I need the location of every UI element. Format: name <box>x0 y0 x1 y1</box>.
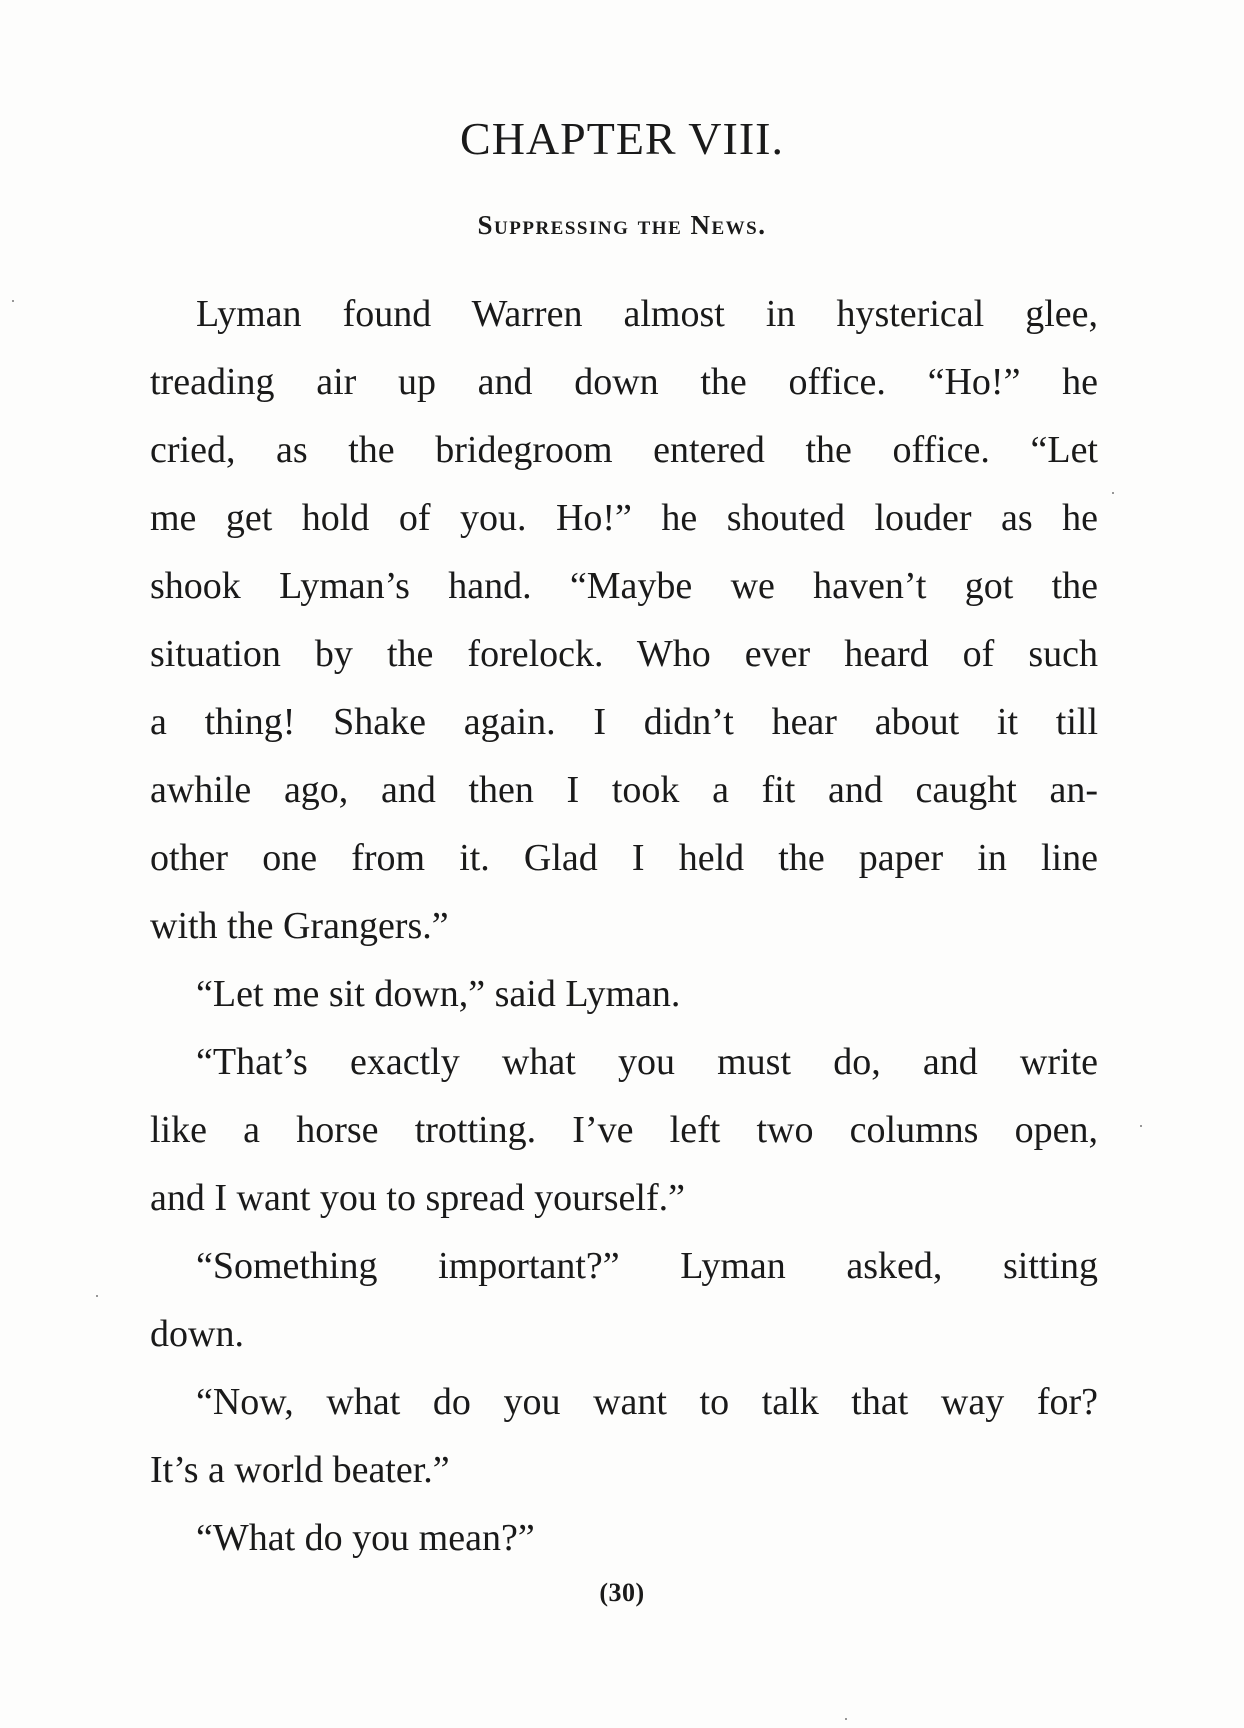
text-line: other one from it. Glad I held the paper in line <box>150 837 1098 879</box>
scan-speck <box>1112 492 1114 494</box>
text-line: “That’s exactly what you must do, and write <box>196 1041 1098 1083</box>
text-line: and I want you to spread yourself.” <box>150 1177 686 1219</box>
text-line: shook Lyman’s hand. “Maybe we haven’t got the <box>150 565 1098 607</box>
text-line: situation by the forelock. Who ever heard of such <box>150 633 1098 675</box>
text-line: a thing! Shake again. I didn’t hear about it till <box>150 701 1098 743</box>
text-line: “What do you mean?” <box>196 1517 535 1559</box>
text-line: Lyman found Warren almost in hysterical glee, <box>196 293 1098 335</box>
text-line: cried, as the bridegroom entered the office. “Let <box>150 429 1098 471</box>
text-line: like a horse trotting. I’ve left two columns open, <box>150 1109 1098 1151</box>
text-line: with the Grangers.” <box>150 905 449 947</box>
scan-speck <box>845 1718 847 1720</box>
chapter-subtitle: Suppressing the News. <box>477 210 767 240</box>
scan-speck <box>1140 1125 1142 1127</box>
text-line: me get hold of you. Ho!” he shouted louder as he <box>150 497 1098 539</box>
text-line: It’s a world beater.” <box>150 1449 450 1491</box>
scan-speck <box>12 300 14 302</box>
scan-speck <box>96 1295 98 1297</box>
text-line: treading air up and down the office. “Ho!” he <box>150 361 1098 403</box>
text-line: “Something important?” Lyman asked, sitting <box>196 1245 1098 1287</box>
chapter-title: CHAPTER VIII. <box>460 113 784 164</box>
text-line: down. <box>150 1313 244 1355</box>
body-text <box>150 280 1098 1572</box>
page-number: (30) <box>599 1578 645 1607</box>
text-line: “Let me sit down,” said Lyman. <box>196 973 681 1015</box>
text-line: awhile ago, and then I took a fit and caught an- <box>150 769 1098 811</box>
text-line: “Now, what do you want to talk that way for? <box>196 1381 1098 1423</box>
